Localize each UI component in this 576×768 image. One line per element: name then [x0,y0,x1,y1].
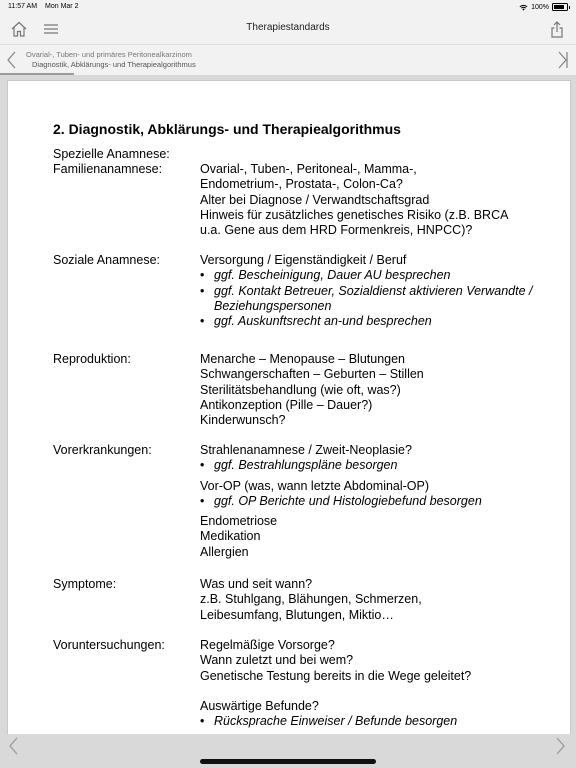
chevron-left-icon[interactable] [8,737,20,755]
text-line: Wann zuletzt und bei wem? [200,653,354,668]
breadcrumb-progress [0,73,74,75]
breadcrumb-current: Diagnostik, Abklärungs- und Therapiealgorithmus [32,60,196,69]
bullet-item: • Rücksprache Einweiser / Befunde besorgen [200,714,560,729]
section-label: Reproduktion: [53,352,131,366]
document-page[interactable] [7,80,571,742]
chevron-right-icon[interactable] [554,737,566,755]
text-line: Leibesumfang, Blutungen, Miktio… [200,607,394,622]
text-line: Auswärtige Befunde? [200,698,319,713]
section-label: Symptome: [53,577,117,591]
text-line: Allergien [200,544,249,559]
text-line: Schwangerschaften – Geburten – Stillen [200,367,424,382]
breadcrumb-parent[interactable]: Ovarial-, Tuben- und primäres Peritonealkarzinom [26,50,192,59]
text-line: z.B. Stuhlgang, Blähungen, Schmerzen, [200,592,422,607]
battery-percent: 100% [531,3,549,11]
section-label: Vorerkrankungen: [53,443,152,457]
battery-icon [552,3,568,11]
text-line: Endometrium-, Prostata-, Colon-Ca? [200,177,403,192]
breadcrumb [0,44,576,75]
section-content [200,443,560,560]
bullet-item: • ggf. Kontakt Betreuer, Sozialdienst aktivieren Verwandte / Beziehungspersonen [200,284,560,315]
status-time: 11:57 AM [8,3,38,10]
text-line: Versorgung / Eigenständigkeit / Beruf [200,253,407,267]
section-content [200,162,560,238]
bullet-item: • ggf. Auskunftsrecht an-und besprechen [200,314,560,329]
section-content [200,253,560,329]
chevron-right-end-icon[interactable] [556,51,568,69]
text-line: Was und seit wann? [200,577,313,591]
section-content [200,638,560,729]
bullet-item: • ggf. Bestrahlungspläne besorgen [200,458,560,473]
text-line: Genetische Testung bereits in die Wege geleitet? [200,668,472,683]
battery-level [554,5,564,9]
share-button[interactable] [546,19,568,39]
section-content [200,577,560,623]
text-line: u.a. Gene aus dem HRD Formenkreis, HNPCC)? [200,223,473,238]
wifi-icon [519,4,528,11]
text-line: Alter bei Diagnose / Verwandtschaftsgrad [200,192,430,207]
text-line: Sterilitätsbehandlung (wie oft, was?) [200,382,401,397]
section-content [200,352,560,428]
share-icon [550,21,564,38]
document-title: 2. Diagnostik, Abklärungs- und Therapiealgorithmus [53,121,401,137]
text-line: Medikation [200,529,261,544]
home-indicator[interactable] [200,759,376,764]
text-line: Kinderwunsch? [200,413,286,428]
status-bar [0,0,576,14]
section-heading: Spezielle Anamnese: [53,147,170,161]
status-date: Mon Mar 2 [45,3,79,10]
text-line: Regelmäßige Vorsorge? [200,638,335,652]
section-label: Soziale Anamnese: [53,253,161,267]
chevron-left-icon[interactable] [6,51,18,69]
text-line: Vor-OP (was, wann letzte Abdominal-OP) [200,478,430,493]
navigation-bar [0,14,576,44]
text-line: Hinweis für zusätzliches genetisches Risiko (z.B. BRCA [200,207,509,222]
text-line: Menarche – Menopause – Blutungen [200,352,406,366]
text-line: Antikonzeption (Pille – Dauer?) [200,397,373,412]
text-line: Endometriose [200,514,278,529]
text-line: Strahlenanamnese / Zweit-Neoplasie? [200,443,412,457]
section-label: Voruntersuchungen: [53,638,165,652]
section-label: Familienanamnese: [53,162,163,176]
bullet-item: • ggf. Bescheinigung, Dauer AU besprechen [200,268,560,283]
bullet-item: • ggf. OP Berichte und Histologiebefund besorgen [200,494,560,509]
text-line: Ovarial-, Tuben-, Peritoneal-, Mamma-, [200,162,417,176]
breadcrumb-text[interactable] [26,50,196,70]
page-title: Therapiestandards [246,22,330,33]
